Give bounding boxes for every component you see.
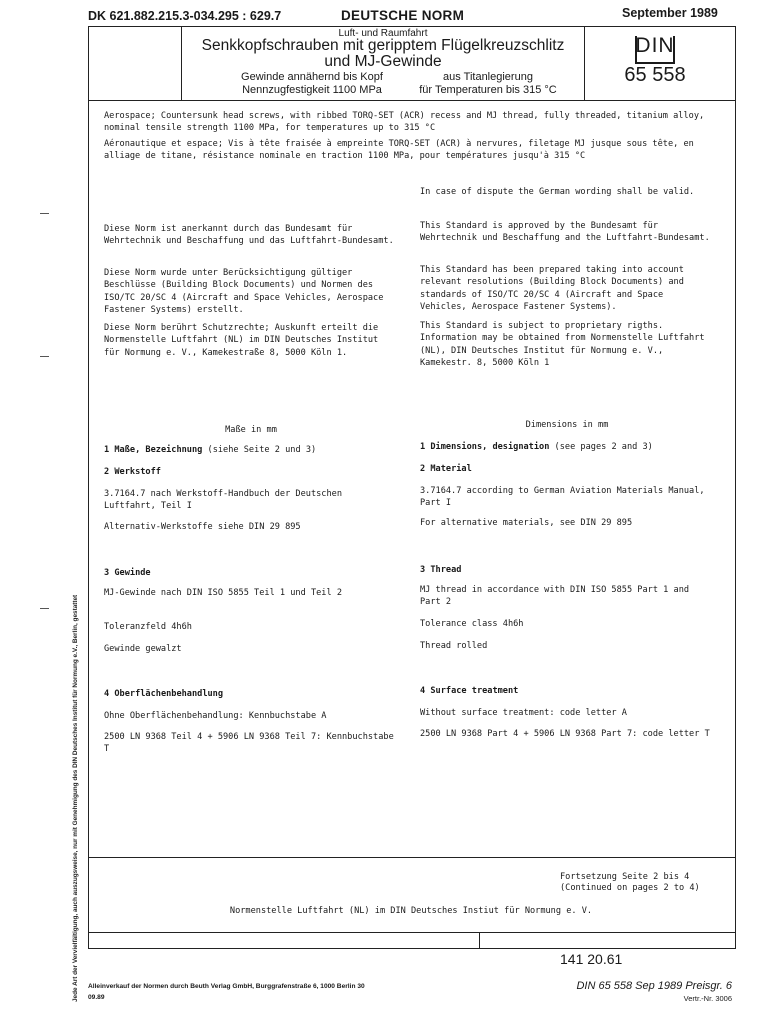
normenstelle-line: Normenstelle Luftfahrt (NL) im DIN Deutsches Instiut für Normung e. V. (229, 906, 593, 916)
de-preparation: Diese Norm wurde unter Berücksichtigung gültiger Beschlüsse (Building Block Documents) und Normen des ISO/TC 20/SC 4 (Aircraft and Space Vehicles, Aerospace Fastener Systems) erstellt. (104, 268, 384, 315)
header-divider (88, 100, 736, 101)
margin-tick (40, 608, 49, 609)
subtitle-thread-extent: Gewinde annähernd bis Kopf (241, 71, 383, 83)
de-thread-rolled: Gewinde gewalzt (104, 644, 182, 654)
din-logo: DIN (635, 34, 675, 57)
document-code: 141 20.61 (560, 951, 623, 967)
en-section-1 (420, 441, 720, 453)
din-number: 65 558 (624, 64, 686, 86)
de-section-4-title: Oberflächenbehandlung (114, 689, 224, 699)
dk-number: DK 621.882.215.3-034.295 : 629.7 (88, 9, 282, 23)
en-thread-rolled: Thread rolled (420, 641, 488, 651)
header-right-rule (584, 26, 585, 100)
de-section-1 (104, 444, 404, 456)
de-section-1-number: 1 (104, 445, 110, 455)
french-title: Aéronautique et espace; Vis à tête fraisée à empreinte TORQ-SET (ACR) à nervures, filetage MJ jusque sous tête, en alliage de titane, résistance nominale en traction 1100 MPa, pour températures jusqu'à 315 °C (104, 139, 694, 162)
de-proprietary-rights: Diese Norm berührt Schutzrechte; Auskunft erteilt die Normenstelle Luftfahrt (NL) im DIN Deutsches Institut für Normung e. V., Kamekestraße 8, 5000 Köln 1. (104, 323, 379, 358)
de-approval: Diese Norm ist anerkannt durch das Bundesamt für Wehrtechnik und Beschaffung und das Luftfahrt-Bundesamt. (104, 224, 394, 247)
en-approval: This Standard is approved by the Bundesamt für Wehrtechnik und Beschaffung and the Luftfahrt-Bundesamt. (420, 221, 710, 244)
standard-type: DEUTSCHE NORM (341, 8, 465, 23)
de-tolerance-class: Toleranzfeld 4h6h (104, 622, 192, 632)
de-section-2-title: Werkstoff (114, 467, 161, 477)
de-section-3-number: 3 (104, 568, 110, 578)
en-section-4-number: 4 (420, 686, 426, 696)
margin-tick (40, 356, 49, 357)
dispute-note: In case of dispute the German wording shall be valid. (420, 187, 695, 197)
en-section-1-ref: (see pages 2 and 3) (549, 442, 653, 452)
en-section-2-number: 2 (420, 464, 426, 474)
date-code: 09.89 (88, 994, 105, 1001)
copyright-side-note: Jede Art der Vervielfältigung, auch auszugsweise, nur mit Genehmigung des DIN Deutsches Institut für Normung e.V., Berlin, gestattet (72, 594, 79, 1002)
continuation-en: (Continued on pages 2 to 4) (560, 883, 700, 893)
en-section-3-title: Thread (430, 565, 462, 575)
footer-divider (88, 857, 736, 858)
en-material-spec: 3.7164.7 according to German Aviation Materials Manual, Part I (420, 486, 705, 509)
de-section-1-title: Maße, Bezeichnung (114, 445, 203, 455)
de-section-4-number: 4 (104, 689, 110, 699)
en-section-1-number: 1 (420, 442, 426, 452)
subtitle-material: aus Titanlegierung (443, 71, 533, 83)
de-section-2 (104, 466, 398, 478)
en-surface-no-treatment: Without surface treatment: code letter A (420, 708, 627, 718)
en-alternative-materials: For alternative materials, see DIN 29 895 (420, 518, 633, 528)
en-thread-spec: MJ thread in accordance with DIN ISO 5855 Part 1 and Part 2 (420, 585, 690, 608)
en-units-heading: Dimensions in mm (525, 420, 609, 430)
en-proprietary-rights: This Standard is subject to proprietary rigths. Information may be obtained from Normenstelle Luftfahrt (NL), DIN Deutsches Institut für Normung e. V., Kamekestr. 8, 5000 Köln 1 (420, 321, 705, 368)
margin-tick (40, 213, 49, 214)
en-surface-ln-spec: 2500 LN 9368 Part 4 + 5906 LN 9368 Part 7: code letter T (420, 729, 710, 739)
code-divider (88, 932, 736, 933)
de-material-spec: 3.7164.7 nach Werkstoff-Handbuch der Deutschen Luftfahrt, Teil I (104, 489, 342, 512)
en-section-2 (420, 463, 714, 475)
de-units-heading: Maße in mm (225, 425, 277, 435)
de-section-3 (104, 567, 398, 579)
de-section-4 (104, 688, 398, 700)
en-section-4-title: Surface treatment (430, 686, 519, 696)
english-title: Aerospace; Countersunk head screws, with ribbed TORQ-SET (ACR) recess and MJ thread, fully threaded, titanium alloy, nominal tensile strength 1100 MPa, for temperatures up to 315 °C (104, 111, 705, 134)
de-surface-ln-spec: 2500 LN 9368 Teil 4 + 5906 LN 9368 Teil 7: Kennbuchstabe T (104, 732, 394, 755)
din-reference: DIN 65 558 Sep 1989 Preisgr. 6 (576, 980, 732, 992)
de-alternative-materials: Alternativ-Werkstoffe siehe DIN 29 895 (104, 522, 301, 532)
en-preparation: This Standard has been prepared taking into account relevant resolutions (Building Block Documents) and standards of ISO/TC 20/SC 4 (Aircraft and Space Vehicles, Aerospace Fastener Systems). (420, 265, 684, 312)
title-line-1: Senkkopfschrauben mit geripptem Flügelkreuzschlitz (201, 37, 565, 54)
subtitle-tensile-strength: Nennzugfestigkeit 1100 MPa (242, 84, 382, 96)
de-surface-no-treatment: Ohne Oberflächenbehandlung: Kennbuchstabe A (104, 711, 327, 721)
title-line-2: und MJ-Gewinde (324, 53, 442, 70)
de-section-3-title: Gewinde (114, 568, 151, 578)
en-section-1-title: Dimensions, designation (430, 442, 550, 452)
en-section-3 (420, 564, 714, 576)
continuation-de: Fortsetzung Seite 2 bis 4 (560, 872, 690, 882)
en-tolerance-class: Tolerance class 4h6h (420, 619, 524, 629)
de-section-1-ref: (siehe Seite 2 und 3) (202, 445, 317, 455)
en-section-2-title: Material (430, 464, 472, 474)
en-section-4 (420, 685, 714, 697)
code-rule (479, 932, 480, 949)
sales-note: Alleinverkauf der Normen durch Beuth Verlag GmbH, Burggrafenstraße 6, 1000 Berlin 30 (88, 983, 365, 990)
vertrieb-number: Vertr.-Nr. 3006 (683, 994, 732, 1003)
field-label: Luft- und Raumfahrt (338, 28, 428, 39)
subtitle-temperature: für Temperaturen bis 315 °C (419, 84, 557, 96)
de-thread-spec: MJ-Gewinde nach DIN ISO 5855 Teil 1 und Teil 2 (104, 588, 342, 598)
publication-date: September 1989 (622, 6, 718, 20)
de-section-2-number: 2 (104, 467, 110, 477)
en-section-3-number: 3 (420, 565, 426, 575)
